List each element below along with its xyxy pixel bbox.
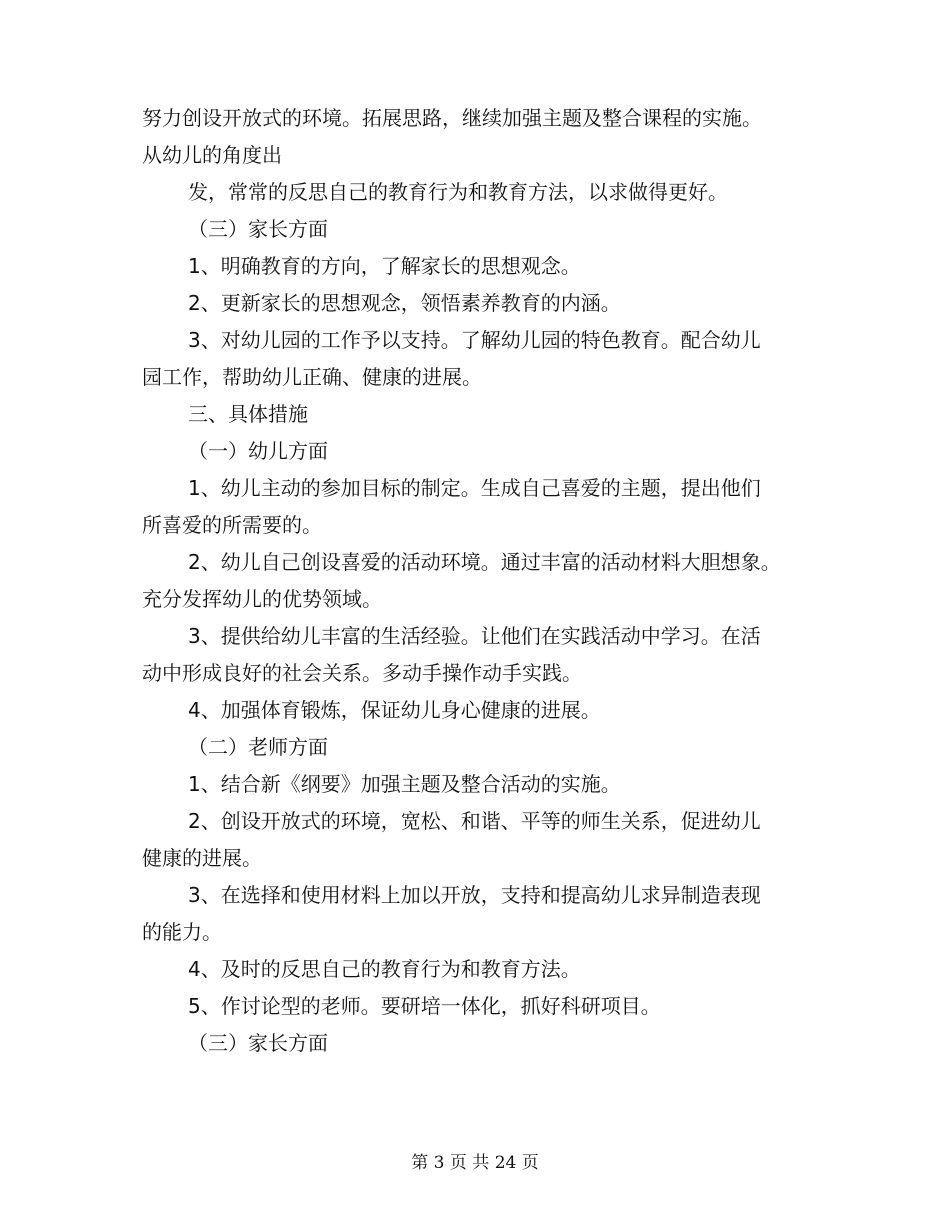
text-line-14: 充分发挥幼儿的优势领域。	[142, 587, 382, 611]
text-line-13: 2、幼儿自己创设喜爱的活动环境。通过丰富的活动材料大胆想象。	[188, 550, 781, 574]
page-number-label: 第 3 页 共 24 页	[411, 1153, 539, 1173]
document-body	[142, 100, 822, 1062]
text-line-17: 4、加强体育锻炼，保证幼儿身心健康的进展。	[188, 698, 601, 722]
section-heading-teachers: （二）老师方面	[188, 735, 328, 759]
text-line-11: 1、幼儿主动的参加目标的制定。生成自己喜爱的主题，提出他们	[188, 476, 761, 500]
section-heading-parents: （三）家长方面	[188, 217, 328, 241]
text-line-3: 发，常常的反思自己的教育行为和教育方法，以求做得更好。	[188, 180, 728, 204]
section-heading-children: （一）幼儿方面	[188, 439, 328, 463]
text-line-25: 5、作讨论型的老师。要研培一体化，抓好科研项目。	[188, 994, 661, 1018]
text-line-24: 4、及时的反思自己的教育行为和教育方法。	[188, 957, 581, 981]
text-line-7: 3、对幼儿园的工作予以支持。了解幼儿园的特色教育。配合幼儿	[188, 328, 761, 352]
text-line-12: 所喜爱的所需要的。	[142, 513, 322, 537]
text-line-16: 动中形成良好的社会关系。多动手操作动手实践。	[142, 661, 582, 685]
text-line-6: 2、更新家长的思想观念，领悟素养教育的内涵。	[188, 291, 621, 315]
text-line-20: 2、创设开放式的环境，宽松、和谐、平等的师生关系，促进幼儿	[188, 809, 761, 833]
text-line-19: 1、结合新《纲要》加强主题及整合活动的实施。	[188, 772, 621, 796]
section-heading-measures: 三、具体措施	[188, 402, 308, 426]
page-footer	[0, 1151, 950, 1175]
text-line-5: 1、明确教育的方向，了解家长的思想观念。	[188, 254, 581, 278]
text-line-21: 健康的进展。	[142, 846, 262, 870]
section-heading-parents-2: （三）家长方面	[188, 1031, 328, 1055]
text-line-22: 3、在选择和使用材料上加以开放，支持和提高幼儿求异制造表现	[188, 883, 761, 907]
text-line-15: 3、提供给幼儿丰富的生活经验。让他们在实践活动中学习。在活	[188, 624, 761, 648]
text-line-8: 园工作，帮助幼儿正确、健康的进展。	[142, 365, 482, 389]
text-line-2: 从幼儿的角度出	[142, 143, 282, 167]
text-line-1: 努力创设开放式的环境。拓展思路，继续加强主题及整合课程的实施。	[142, 106, 762, 130]
text-line-23: 的能力。	[142, 920, 222, 944]
